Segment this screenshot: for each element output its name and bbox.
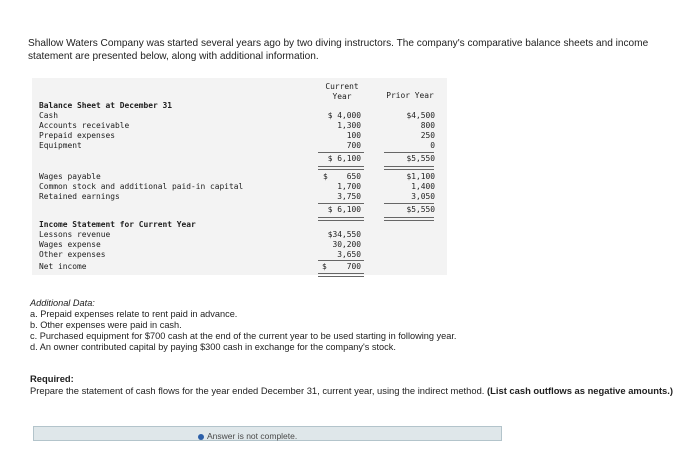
additional-item-b: b. Other expenses were paid in cash. bbox=[30, 319, 182, 330]
assets-underline-prior bbox=[384, 152, 434, 153]
asset-current-equipment: 700 bbox=[346, 141, 361, 150]
net-income-current: 700 bbox=[346, 262, 361, 271]
additional-item-a: a. Prepaid expenses relate to rent paid in advance. bbox=[30, 308, 238, 319]
additional-item-d: d. An owner contributed capital by paying $300 cash in exchange for the company's stock. bbox=[30, 341, 396, 352]
assets-underline-current bbox=[318, 152, 364, 153]
total-assets-prior: $5,550 bbox=[406, 154, 435, 163]
asset-label-cash: Cash bbox=[39, 111, 59, 120]
liability-label-retained: Retained earnings bbox=[39, 192, 120, 201]
liab-double-underline-prior bbox=[384, 217, 434, 221]
liability-current-retained: 3,750 bbox=[337, 192, 361, 201]
additional-data bbox=[30, 298, 680, 353]
financial-statements-table bbox=[32, 78, 447, 275]
required-instruction: Prepare the statement of cash flows for the year ended December 31, current year, using the indirect method. bbox=[30, 384, 485, 396]
assets-double-underline-prior bbox=[384, 166, 434, 170]
required-heading: Required: bbox=[30, 373, 74, 384]
income-underline-current bbox=[318, 260, 364, 261]
required-text bbox=[30, 385, 680, 397]
liability-label-wages: Wages payable bbox=[39, 172, 101, 181]
income-label-wages: Wages expense bbox=[39, 240, 101, 249]
required-note: (List cash outflows as negative amounts.) bbox=[487, 384, 674, 396]
income-current-lessons: $34,550 bbox=[327, 230, 361, 239]
liability-current-wages: $ 650 bbox=[322, 172, 361, 181]
income-current-other: 3,650 bbox=[337, 250, 361, 259]
assets-double-underline-current bbox=[318, 166, 364, 170]
income-current-wages: 30,200 bbox=[332, 240, 361, 249]
liab-double-underline-current bbox=[318, 217, 364, 221]
asset-current-cash: $ 4,000 bbox=[327, 111, 361, 120]
income-statement-heading: Income Statement for Current Year bbox=[39, 220, 196, 229]
total-liab-current: $ 6,100 bbox=[327, 205, 361, 214]
income-label-other: Other expenses bbox=[39, 250, 106, 259]
net-income-sign: $ bbox=[322, 262, 327, 271]
total-assets-current: $ 6,100 bbox=[327, 154, 361, 163]
net-income-double-underline bbox=[318, 273, 364, 277]
liab-underline-prior bbox=[384, 203, 434, 204]
balance-sheet-heading: Balance Sheet at December 31 bbox=[39, 101, 173, 110]
net-income-label: Net income bbox=[39, 262, 87, 271]
asset-prior-ar: 800 bbox=[420, 121, 435, 130]
liability-label-common-stock: Common stock and additional paid-in capital bbox=[39, 182, 244, 191]
asset-label-prepaid: Prepaid expenses bbox=[39, 131, 116, 140]
answer-status bbox=[198, 431, 332, 443]
asset-current-prepaid: 100 bbox=[346, 131, 361, 140]
additional-item-c: c. Purchased equipment for $700 cash at the end of the current year to be used starting in following year. bbox=[30, 330, 457, 341]
liability-prior-common-stock: 1,400 bbox=[411, 182, 435, 191]
asset-current-ar: 1,300 bbox=[337, 121, 361, 130]
required-section bbox=[30, 373, 680, 396]
asset-prior-prepaid: 250 bbox=[420, 131, 435, 140]
liability-prior-retained: 3,050 bbox=[411, 192, 435, 201]
col-current-line1: Current bbox=[325, 82, 359, 91]
asset-label-ar: Accounts receivable bbox=[39, 121, 130, 130]
asset-prior-equipment: 0 bbox=[430, 141, 435, 150]
asset-label-equipment: Equipment bbox=[39, 141, 82, 150]
additional-heading: Additional Data: bbox=[30, 298, 95, 308]
income-label-lessons: Lessons revenue bbox=[39, 230, 111, 239]
total-liab-prior: $5,550 bbox=[406, 205, 435, 214]
problem-intro: Shallow Waters Company was started several years ago by two diving instructors. The company's comparative balance sheets and income statement are presented below, along with additional information. bbox=[28, 38, 649, 62]
col-current-line2: Year bbox=[332, 92, 352, 101]
liability-current-common-stock: 1,700 bbox=[337, 182, 361, 191]
col-prior: Prior Year bbox=[386, 91, 434, 100]
status-dot-icon bbox=[198, 434, 204, 440]
asset-prior-cash: $4,500 bbox=[406, 111, 435, 120]
answer-status-text: Answer is not complete. bbox=[207, 431, 298, 441]
liability-prior-wages: $1,100 bbox=[406, 172, 435, 181]
liab-underline-current bbox=[318, 203, 364, 204]
